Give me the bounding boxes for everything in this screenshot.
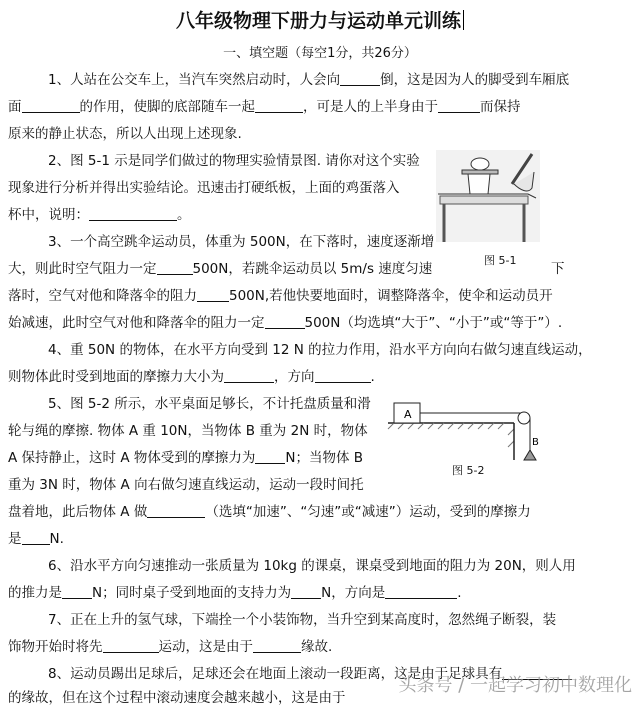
q6-line2: 的推力是 N；同时桌子受到地面的支持力为 N，方向是 . [8,585,462,601]
q5-blank2[interactable] [147,504,205,518]
q3-blank1[interactable] [157,261,193,275]
section-heading: 一、填空题（每空1分，共26分） [223,46,417,61]
q7-blank1[interactable] [103,639,159,653]
figure-5-2-caption: 图 5-2 [452,464,485,477]
q1-blank1[interactable] [340,72,380,86]
figure-5-1-caption: 图 5-1 [484,254,517,267]
q5-line5: 盘着地，此后物体 A 做 （选填“加速”、“匀速”或“减速”）运动，受到的摩擦力 [8,504,531,520]
q2-line1: 2、图 5-1 示是同学们做过的物理实验情景图. 请你对这个实验 [48,153,420,169]
q7-blank2[interactable] [253,639,301,653]
document-title: 八年级物理下册力与运动单元训练 [0,6,640,33]
q4-line1: 4、重 50N 的物体，在水平方向受到 12 N 的拉力作用，沿水平方向向右做匀速直线运动， [48,342,592,358]
q7-line2: 饰物开始时将先 运动，这是由于 缘故. [8,639,333,655]
q5-blank3[interactable] [22,531,50,545]
watermark: 头条号 / 一起学习初中数理化 [398,675,632,696]
figure-5-2-label-a: A [404,408,412,421]
q1-line3: 原来的静止状态，所以人出现上述现象. [8,126,242,142]
q3-line3: 落时，空气对他和降落伞的阻力 500N,若他快要地面时，调整降落伞，使伞和运动员开 [8,288,553,304]
q4-blank1[interactable] [224,369,274,383]
q3-line2: 大，则此时空气阻力一定 500N，若跳伞运动员以 5m/s 速度匀速 [8,261,433,277]
q8-line1: 8、运动员踢出足球后，足球还会在地面上滚动一段距离，这是由于足球具有 [48,662,572,682]
q1-blank2[interactable] [22,99,80,113]
q1-line2: 面 的作用，使脚的底部随车一起 ，可是人的上半身由于 而保持 [8,99,521,115]
text-cursor [463,10,464,30]
q4-line2: 则物体此时受到地面的摩擦力大小为 ，方向 . [8,369,375,385]
q1-blank3[interactable] [255,99,303,113]
q1-line1: 1、人站在公交车上，当汽车突然启动时，人会向 倒，这是因为人的脚受到车厢底 [48,72,570,88]
q2-line2: 现象进行分析并得出实验结论。迅速击打硬纸板，上面的鸡蛋落入 [8,180,400,196]
q3-blank3[interactable] [265,315,305,329]
q4-blank2[interactable] [315,369,371,383]
q5-blank1[interactable] [255,450,285,464]
q5-line3: A 保持静止，这时 A 物体受到的摩擦力为 N；当物体 B [8,450,363,466]
q6-line1: 6、沿水平方向匀速推动一张质量为 10kg 的课桌，课桌受到地面的阻力为 20N，则人用 [48,558,576,574]
q6-blank3[interactable] [385,585,457,599]
q5-line2: 轮与绳的摩擦. 物体 A 重 10N，当物体 B 重为 2N 时，物体 [8,423,368,439]
figure-5-1 [436,150,540,242]
q5-line4: 重为 3N 时，物体 A 向右做匀速直线运动，运动一段时间托 [8,477,364,493]
figure-5-2 [384,396,542,468]
q6-blank2[interactable] [291,585,321,599]
q7-line1: 7、正在上升的氢气球，下端拴一个小装饰物，当升空到某高度时，忽然绳子断裂，装 [48,612,557,628]
q1-blank4[interactable] [438,99,480,113]
q2-line3: 杯中，说明： 。 [8,207,191,223]
q3-line2-tail: 下 [551,261,565,277]
q3-blank2[interactable] [197,288,229,302]
figure-5-2-label-b: B [532,437,539,448]
q8-line2: 的缘故，但在这个过程中滚动速度会越来越小，这是由于 [8,690,346,706]
q5-line6: 是 N. [8,531,64,547]
q2-blank1[interactable] [89,207,177,221]
q6-blank1[interactable] [62,585,92,599]
q3-line1: 3、一个高空跳伞运动员，体重为 500N，在下落时，速度逐渐增 [48,234,435,250]
q3-line4: 始减速，此时空气对他和降落伞的阻力一定 500N（均选填“大于”、“小于”或“等于”）. [8,315,563,331]
q5-line1: 5、图 5-2 所示，水平桌面足够长，不计托盘质量和滑 [48,396,371,412]
